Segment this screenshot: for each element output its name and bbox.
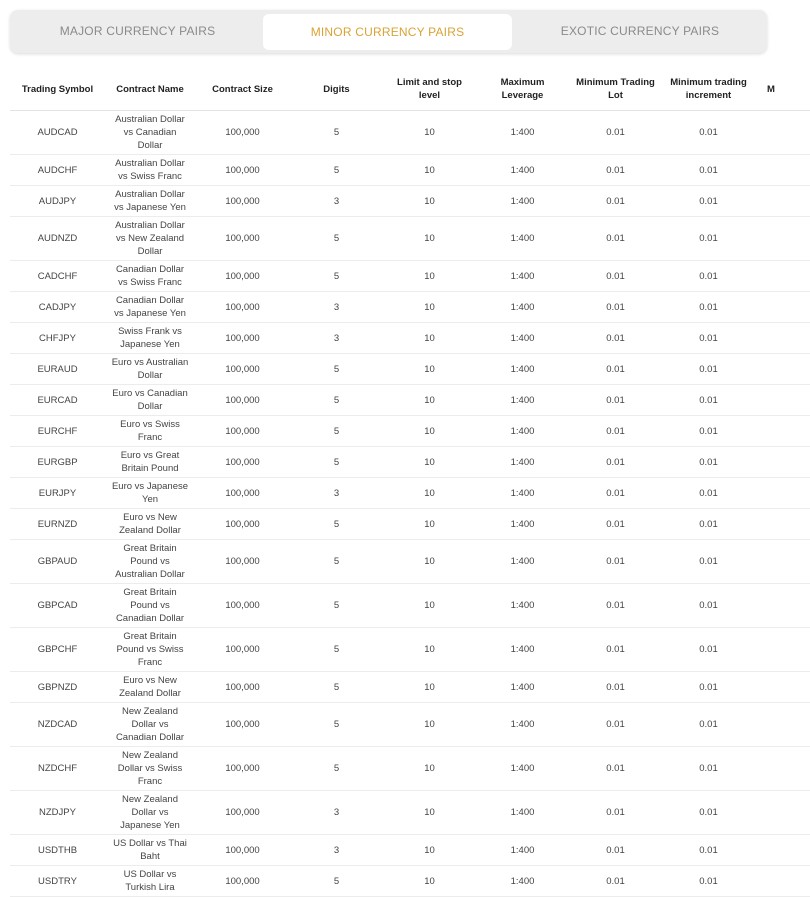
cell-symbol: AUDCAD — [10, 111, 105, 155]
cell-digits: 5 — [290, 584, 383, 628]
cell-contract-size: 100,000 — [195, 354, 290, 385]
cell-contract-size: 100,000 — [195, 672, 290, 703]
cell-digits: 5 — [290, 447, 383, 478]
cell-symbol: EURCAD — [10, 385, 105, 416]
cell-max-leverage: 1:400 — [476, 111, 569, 155]
cell-min-trading-lot: 0.01 — [569, 478, 662, 509]
header-trading-symbol: Trading Symbol — [10, 68, 105, 111]
cell-min-trading-increment: 0.01 — [662, 703, 755, 747]
cell-symbol: AUDJPY — [10, 186, 105, 217]
cell-max-leverage: 1:400 — [476, 866, 569, 897]
cell-truncated — [755, 385, 810, 416]
header-maximum-leverage: Maximum Leverage — [476, 68, 569, 111]
cell-min-trading-lot: 0.01 — [569, 866, 662, 897]
cell-limit-stop-level: 10 — [383, 584, 476, 628]
cell-digits: 3 — [290, 323, 383, 354]
cell-digits: 5 — [290, 540, 383, 584]
cell-max-leverage: 1:400 — [476, 791, 569, 835]
cell-limit-stop-level: 10 — [383, 509, 476, 540]
header-contract-size: Contract Size — [195, 68, 290, 111]
cell-truncated — [755, 747, 810, 791]
cell-contract-size: 100,000 — [195, 416, 290, 447]
table-row — [10, 672, 810, 703]
cell-digits: 5 — [290, 416, 383, 447]
header-minimum-trading-lot: Minimum Trading Lot — [569, 68, 662, 111]
cell-digits: 5 — [290, 747, 383, 791]
cell-limit-stop-level: 10 — [383, 155, 476, 186]
header-truncated-column: M — [755, 68, 810, 111]
cell-limit-stop-level: 10 — [383, 540, 476, 584]
table-row — [10, 354, 810, 385]
table-row — [10, 111, 810, 155]
cell-min-trading-lot: 0.01 — [569, 509, 662, 540]
cell-truncated — [755, 509, 810, 540]
cell-min-trading-lot: 0.01 — [569, 835, 662, 866]
table-row — [10, 217, 810, 261]
cell-truncated — [755, 292, 810, 323]
table-row — [10, 703, 810, 747]
cell-symbol: CHFJPY — [10, 323, 105, 354]
cell-max-leverage: 1:400 — [476, 416, 569, 447]
header-contract-name: Contract Name — [105, 68, 195, 111]
cell-contract-size: 100,000 — [195, 217, 290, 261]
cell-min-trading-lot: 0.01 — [569, 261, 662, 292]
cell-contract-name: Australian Dollar vs New Zealand Dollar — [105, 217, 195, 261]
cell-symbol: EURNZD — [10, 509, 105, 540]
cell-max-leverage: 1:400 — [476, 509, 569, 540]
cell-contract-size: 100,000 — [195, 292, 290, 323]
cell-truncated — [755, 323, 810, 354]
header-limit-stop-level: Limit and stop level — [383, 68, 476, 111]
cell-contract-size: 100,000 — [195, 703, 290, 747]
cell-max-leverage: 1:400 — [476, 747, 569, 791]
cell-contract-size: 100,000 — [195, 261, 290, 292]
table-row — [10, 791, 810, 835]
cell-contract-name: New Zealand Dollar vs Swiss Franc — [105, 747, 195, 791]
cell-limit-stop-level: 10 — [383, 478, 476, 509]
table-header-row — [10, 68, 810, 111]
specs-table-container[interactable] — [10, 68, 800, 893]
cell-min-trading-increment: 0.01 — [662, 261, 755, 292]
cell-max-leverage: 1:400 — [476, 540, 569, 584]
cell-symbol: GBPCAD — [10, 584, 105, 628]
cell-min-trading-increment: 0.01 — [662, 866, 755, 897]
cell-limit-stop-level: 10 — [383, 217, 476, 261]
cell-min-trading-increment: 0.01 — [662, 323, 755, 354]
cell-contract-size: 100,000 — [195, 628, 290, 672]
cell-contract-name: Australian Dollar vs Canadian Dollar — [105, 111, 195, 155]
cell-limit-stop-level: 10 — [383, 747, 476, 791]
cell-contract-name: US Dollar vs Turkish Lira — [105, 866, 195, 897]
cell-min-trading-increment: 0.01 — [662, 540, 755, 584]
cell-max-leverage: 1:400 — [476, 217, 569, 261]
tab-minor-currency-pairs[interactable]: MINOR CURRENCY PAIRS — [263, 14, 512, 50]
cell-digits: 5 — [290, 385, 383, 416]
table-row — [10, 540, 810, 584]
cell-min-trading-increment: 0.01 — [662, 155, 755, 186]
cell-symbol: CADCHF — [10, 261, 105, 292]
cell-contract-name: Euro vs New Zealand Dollar — [105, 509, 195, 540]
cell-min-trading-increment: 0.01 — [662, 416, 755, 447]
cell-max-leverage: 1:400 — [476, 385, 569, 416]
cell-truncated — [755, 261, 810, 292]
cell-max-leverage: 1:400 — [476, 354, 569, 385]
cell-truncated — [755, 703, 810, 747]
cell-min-trading-lot: 0.01 — [569, 672, 662, 703]
table-body — [10, 111, 810, 897]
cell-max-leverage: 1:400 — [476, 672, 569, 703]
cell-symbol: EURJPY — [10, 478, 105, 509]
cell-digits: 3 — [290, 186, 383, 217]
cell-symbol: NZDJPY — [10, 791, 105, 835]
cell-limit-stop-level: 10 — [383, 791, 476, 835]
cell-truncated — [755, 584, 810, 628]
cell-min-trading-increment: 0.01 — [662, 385, 755, 416]
cell-limit-stop-level: 10 — [383, 111, 476, 155]
table-row — [10, 447, 810, 478]
table-row — [10, 155, 810, 186]
cell-contract-name: Great Britain Pound vs Canadian Dollar — [105, 584, 195, 628]
cell-symbol: GBPNZD — [10, 672, 105, 703]
cell-min-trading-lot: 0.01 — [569, 584, 662, 628]
cell-contract-size: 100,000 — [195, 835, 290, 866]
cell-symbol: GBPAUD — [10, 540, 105, 584]
cell-truncated — [755, 217, 810, 261]
table-row — [10, 747, 810, 791]
cell-max-leverage: 1:400 — [476, 186, 569, 217]
cell-contract-size: 100,000 — [195, 791, 290, 835]
cell-limit-stop-level: 10 — [383, 416, 476, 447]
cell-contract-size: 100,000 — [195, 323, 290, 354]
cell-symbol: CADJPY — [10, 292, 105, 323]
cell-digits: 3 — [290, 791, 383, 835]
cell-contract-size: 100,000 — [195, 747, 290, 791]
cell-min-trading-increment: 0.01 — [662, 186, 755, 217]
cell-contract-name: Euro vs Japanese Yen — [105, 478, 195, 509]
cell-contract-name: Euro vs Swiss Franc — [105, 416, 195, 447]
cell-max-leverage: 1:400 — [476, 323, 569, 354]
cell-digits: 5 — [290, 703, 383, 747]
cell-truncated — [755, 186, 810, 217]
cell-digits: 5 — [290, 354, 383, 385]
cell-truncated — [755, 354, 810, 385]
cell-truncated — [755, 540, 810, 584]
cell-limit-stop-level: 10 — [383, 385, 476, 416]
cell-contract-name: Great Britain Pound vs Swiss Franc — [105, 628, 195, 672]
cell-truncated — [755, 628, 810, 672]
cell-contract-size: 100,000 — [195, 866, 290, 897]
cell-limit-stop-level: 10 — [383, 292, 476, 323]
header-minimum-trading-increment: Minimum trading increment — [662, 68, 755, 111]
cell-truncated — [755, 155, 810, 186]
cell-limit-stop-level: 10 — [383, 323, 476, 354]
cell-contract-size: 100,000 — [195, 584, 290, 628]
cell-contract-name: Euro vs Great Britain Pound — [105, 447, 195, 478]
cell-symbol: USDTRY — [10, 866, 105, 897]
cell-truncated — [755, 835, 810, 866]
cell-min-trading-lot: 0.01 — [569, 323, 662, 354]
cell-digits: 5 — [290, 111, 383, 155]
cell-limit-stop-level: 10 — [383, 186, 476, 217]
cell-max-leverage: 1:400 — [476, 155, 569, 186]
cell-symbol: AUDNZD — [10, 217, 105, 261]
cell-max-leverage: 1:400 — [476, 628, 569, 672]
cell-min-trading-lot: 0.01 — [569, 186, 662, 217]
table-row — [10, 478, 810, 509]
table-row — [10, 509, 810, 540]
currency-pair-tabs — [10, 10, 767, 53]
cell-min-trading-increment: 0.01 — [662, 478, 755, 509]
cell-contract-name: Canadian Dollar vs Swiss Franc — [105, 261, 195, 292]
cell-symbol: EURAUD — [10, 354, 105, 385]
cell-limit-stop-level: 10 — [383, 354, 476, 385]
cell-min-trading-lot: 0.01 — [569, 217, 662, 261]
contract-specs-table — [10, 68, 810, 897]
cell-min-trading-lot: 0.01 — [569, 791, 662, 835]
cell-min-trading-increment: 0.01 — [662, 791, 755, 835]
tab-exotic-currency-pairs[interactable]: EXOTIC CURRENCY PAIRS — [560, 24, 720, 38]
cell-max-leverage: 1:400 — [476, 703, 569, 747]
cell-contract-size: 100,000 — [195, 111, 290, 155]
cell-min-trading-increment: 0.01 — [662, 747, 755, 791]
cell-symbol: NZDCAD — [10, 703, 105, 747]
cell-contract-name: US Dollar vs Thai Baht — [105, 835, 195, 866]
cell-symbol: AUDCHF — [10, 155, 105, 186]
cell-truncated — [755, 447, 810, 478]
cell-digits: 5 — [290, 217, 383, 261]
cell-truncated — [755, 672, 810, 703]
cell-max-leverage: 1:400 — [476, 292, 569, 323]
cell-digits: 5 — [290, 509, 383, 540]
cell-truncated — [755, 791, 810, 835]
cell-max-leverage: 1:400 — [476, 478, 569, 509]
cell-contract-name: Euro vs Australian Dollar — [105, 354, 195, 385]
cell-contract-size: 100,000 — [195, 186, 290, 217]
cell-digits: 5 — [290, 155, 383, 186]
cell-limit-stop-level: 10 — [383, 703, 476, 747]
cell-contract-size: 100,000 — [195, 540, 290, 584]
cell-contract-size: 100,000 — [195, 155, 290, 186]
cell-truncated — [755, 866, 810, 897]
cell-symbol: EURCHF — [10, 416, 105, 447]
cell-min-trading-increment: 0.01 — [662, 835, 755, 866]
cell-symbol: NZDCHF — [10, 747, 105, 791]
cell-min-trading-increment: 0.01 — [662, 584, 755, 628]
cell-digits: 5 — [290, 866, 383, 897]
cell-symbol: USDTHB — [10, 835, 105, 866]
cell-min-trading-increment: 0.01 — [662, 509, 755, 540]
cell-min-trading-lot: 0.01 — [569, 155, 662, 186]
cell-truncated — [755, 478, 810, 509]
table-row — [10, 261, 810, 292]
cell-limit-stop-level: 10 — [383, 866, 476, 897]
cell-contract-size: 100,000 — [195, 509, 290, 540]
cell-limit-stop-level: 10 — [383, 447, 476, 478]
tab-major-currency-pairs[interactable]: MAJOR CURRENCY PAIRS — [59, 24, 216, 38]
cell-symbol: EURGBP — [10, 447, 105, 478]
cell-contract-name: Australian Dollar vs Swiss Franc — [105, 155, 195, 186]
cell-contract-name: New Zealand Dollar vs Canadian Dollar — [105, 703, 195, 747]
cell-min-trading-lot: 0.01 — [569, 747, 662, 791]
cell-min-trading-lot: 0.01 — [569, 628, 662, 672]
cell-truncated — [755, 111, 810, 155]
cell-contract-name: Euro vs Canadian Dollar — [105, 385, 195, 416]
cell-contract-name: Australian Dollar vs Japanese Yen — [105, 186, 195, 217]
cell-min-trading-increment: 0.01 — [662, 354, 755, 385]
cell-min-trading-lot: 0.01 — [569, 540, 662, 584]
cell-digits: 5 — [290, 261, 383, 292]
cell-min-trading-lot: 0.01 — [569, 447, 662, 478]
table-row — [10, 866, 810, 897]
table-row — [10, 628, 810, 672]
cell-min-trading-lot: 0.01 — [569, 354, 662, 385]
cell-min-trading-lot: 0.01 — [569, 703, 662, 747]
cell-min-trading-lot: 0.01 — [569, 111, 662, 155]
cell-min-trading-lot: 0.01 — [569, 416, 662, 447]
cell-limit-stop-level: 10 — [383, 672, 476, 703]
table-row — [10, 584, 810, 628]
cell-limit-stop-level: 10 — [383, 628, 476, 672]
table-row — [10, 292, 810, 323]
cell-limit-stop-level: 10 — [383, 261, 476, 292]
cell-contract-name: Swiss Frank vs Japanese Yen — [105, 323, 195, 354]
cell-min-trading-lot: 0.01 — [569, 385, 662, 416]
cell-contract-size: 100,000 — [195, 385, 290, 416]
table-row — [10, 323, 810, 354]
cell-digits: 3 — [290, 835, 383, 866]
table-row — [10, 416, 810, 447]
cell-min-trading-increment: 0.01 — [662, 628, 755, 672]
cell-max-leverage: 1:400 — [476, 261, 569, 292]
cell-digits: 3 — [290, 292, 383, 323]
cell-contract-name: New Zealand Dollar vs Japanese Yen — [105, 791, 195, 835]
cell-symbol: GBPCHF — [10, 628, 105, 672]
table-row — [10, 835, 810, 866]
cell-min-trading-increment: 0.01 — [662, 447, 755, 478]
cell-max-leverage: 1:400 — [476, 447, 569, 478]
cell-digits: 5 — [290, 628, 383, 672]
cell-digits: 5 — [290, 672, 383, 703]
cell-min-trading-lot: 0.01 — [569, 292, 662, 323]
cell-contract-name: Euro vs New Zealand Dollar — [105, 672, 195, 703]
cell-limit-stop-level: 10 — [383, 835, 476, 866]
cell-truncated — [755, 416, 810, 447]
cell-min-trading-increment: 0.01 — [662, 292, 755, 323]
cell-max-leverage: 1:400 — [476, 584, 569, 628]
header-digits: Digits — [290, 68, 383, 111]
table-row — [10, 186, 810, 217]
cell-digits: 3 — [290, 478, 383, 509]
cell-min-trading-increment: 0.01 — [662, 217, 755, 261]
cell-contract-size: 100,000 — [195, 447, 290, 478]
cell-contract-name: Great Britain Pound vs Australian Dollar — [105, 540, 195, 584]
cell-max-leverage: 1:400 — [476, 835, 569, 866]
cell-contract-name: Canadian Dollar vs Japanese Yen — [105, 292, 195, 323]
cell-contract-size: 100,000 — [195, 478, 290, 509]
cell-min-trading-increment: 0.01 — [662, 111, 755, 155]
table-row — [10, 385, 810, 416]
cell-min-trading-increment: 0.01 — [662, 672, 755, 703]
